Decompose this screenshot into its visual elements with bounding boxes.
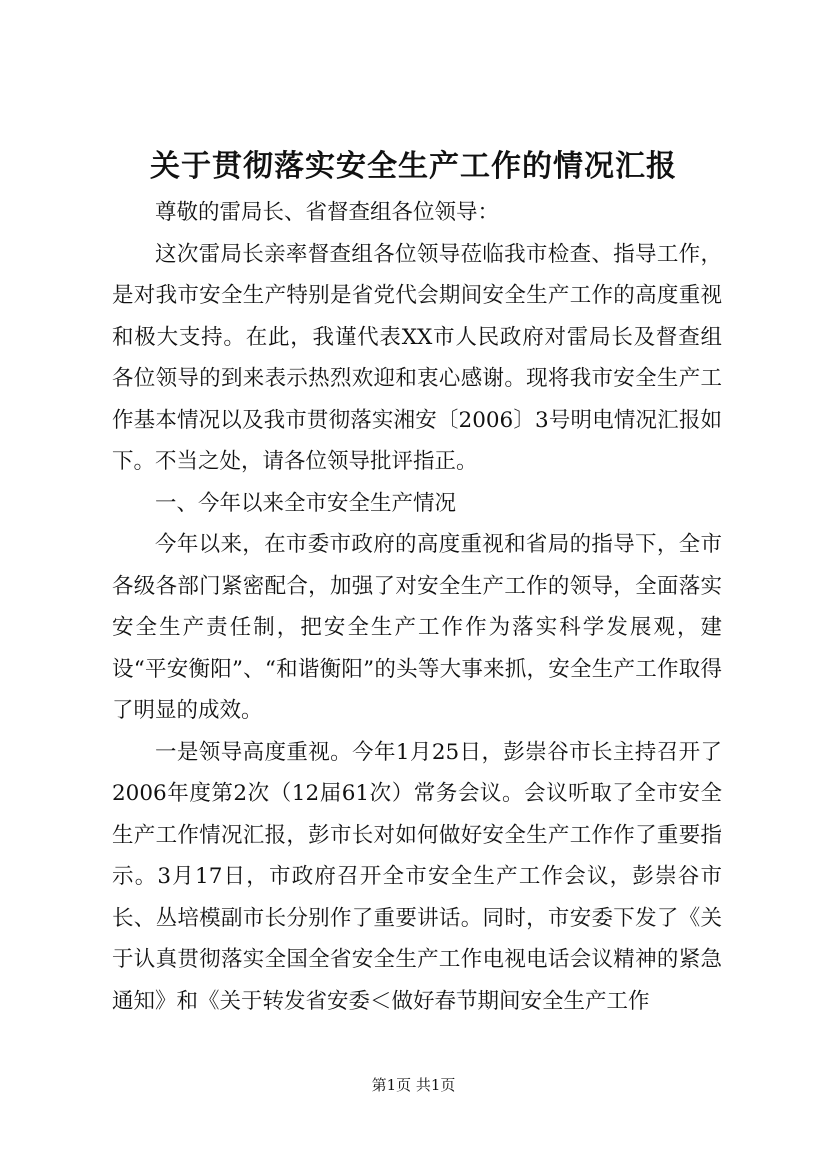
document-title: 关于贯彻落实安全生产工作的情况汇报	[150, 149, 677, 184]
document-body	[112, 192, 722, 1022]
body-paragraph: 这次雷局长亲率督查组各位领导莅临我市检查、指导工作，是对我市安全生产特别是省党代会期间安全生产工作的高度重视和极大支持。在此，我谨代表XX市人民政府对雷局长及督查组各位领导的到来表示热烈欢迎和衷心感谢。现将我市安全生产工作基本情况以及我市贯彻落实湘安〔2006〕3号明电情况汇报如下。不当之处，请各位领导批评指正。	[112, 241, 722, 474]
body-paragraph: 今年以来，在市委市政府的高度重视和省局的指导下，全市各级各部门紧密配合，加强了对安全生产工作的领导，全面落实安全生产责任制，把安全生产工作作为落实科学发展观，建设“平安衡阳”、“和谐衡阳”的头等大事来抓，安全生产工作取得了明显的成效。	[112, 532, 722, 723]
section-heading: 一、今年以来全市安全生产情况	[155, 490, 457, 516]
salutation-paragraph: 尊敬的雷局长、省督查组各位领导：	[155, 200, 500, 225]
body-paragraph: 一是领导高度重视。今年1月25日，彭崇谷市长主持召开了2006年度第2次（12届61次）常务会议。会议听取了全市安全生产工作情况汇报，彭市长对如何做好安全生产工作作了重要指示。3月17日，市政府召开全市安全生产工作会议，彭崇谷市长、丛培模副市长分别作了重要讲话。同时，市安委下发了《关于认真贯彻落实全国全省安全生产工作电视电话会议精神的紧急通知》和《关于转发省安委＜做好春节期间安全生产工作	[112, 739, 722, 1014]
page-footer: 第1页 共1页	[371, 1076, 456, 1094]
